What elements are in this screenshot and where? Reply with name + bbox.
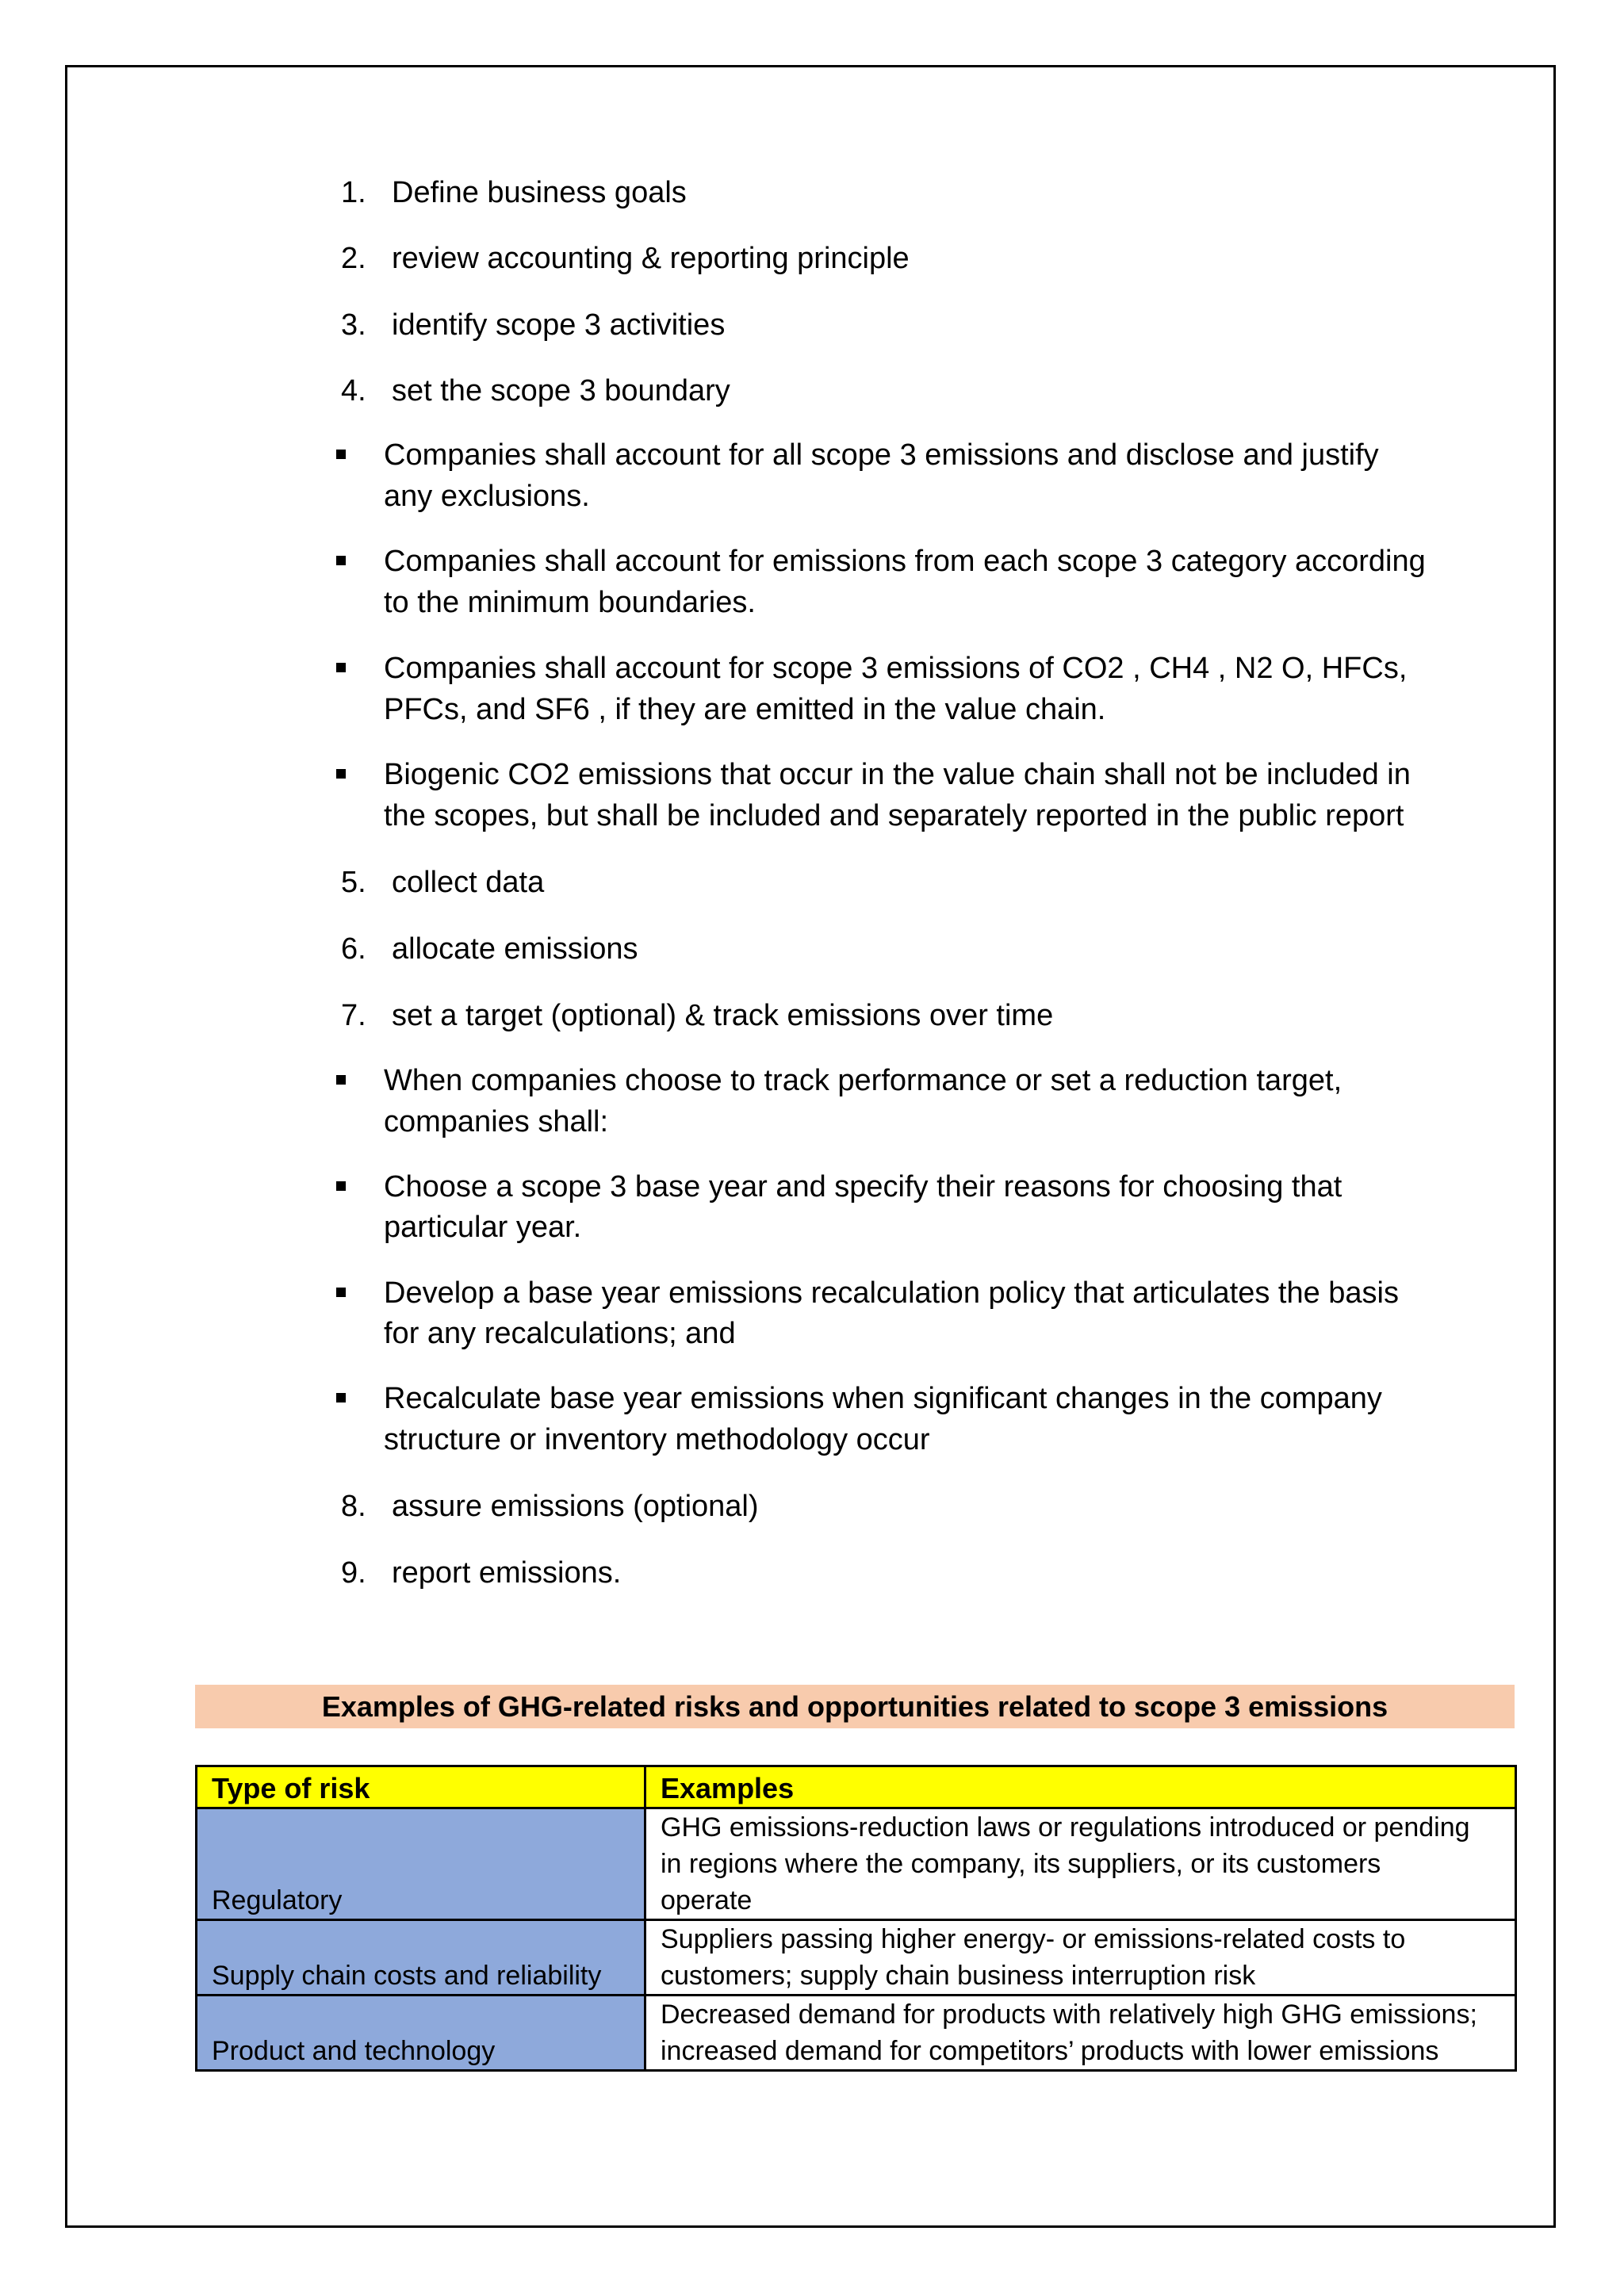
header-type-of-risk: Type of risk: [197, 1766, 645, 1808]
step-number: 4.: [341, 374, 366, 408]
square-bullet-icon: [336, 1288, 346, 1297]
example-line: increased demand for competitors’ products with lower emissions: [661, 2036, 1439, 2066]
step-number: 6.: [341, 932, 366, 966]
square-bullet-icon: [336, 556, 346, 565]
bullet-line: any exclusions.: [384, 480, 590, 513]
bullet-line: Companies shall account for emissions from each scope 3 category according: [384, 545, 1426, 578]
risks-section-title: Examples of GHG-related risks and opportunities related to scope 3 emissions: [195, 1685, 1515, 1728]
risk-examples-cell: [645, 1808, 1516, 1920]
bullet-line: PFCs, and SF6 , if they are emitted in the value chain.: [384, 693, 1106, 726]
risk-examples-cell: [645, 1996, 1516, 2071]
example-line: in regions where the company, its suppliers, or its customers: [661, 1849, 1381, 1879]
table-row: [197, 1920, 1516, 1996]
bullet-line: particular year.: [384, 1211, 582, 1244]
bullet-line: Companies shall account for all scope 3 emissions and disclose and justify: [384, 438, 1379, 472]
bullet-line: structure or inventory methodology occur: [384, 1423, 930, 1456]
step-text: Define business goals: [392, 176, 687, 209]
square-bullet-icon: [336, 1181, 346, 1191]
risk-type-cell: Product and technology: [197, 1996, 645, 2071]
bullet-line: companies shall:: [384, 1105, 609, 1138]
step-number: 7.: [341, 999, 366, 1032]
step-text: allocate emissions: [392, 932, 638, 966]
bullet-line: to the minimum boundaries.: [384, 586, 756, 619]
step-number: 3.: [341, 308, 366, 342]
bullet-line: the scopes, but shall be included and separately reported in the public report: [384, 799, 1404, 832]
example-line: operate: [661, 1885, 753, 1915]
example-line: Suppliers passing higher energy- or emissions-related costs to: [661, 1924, 1406, 1954]
example-line: Decreased demand for products with relatively high GHG emissions;: [661, 1999, 1477, 2030]
example-line: GHG emissions-reduction laws or regulations introduced or pending: [661, 1812, 1470, 1843]
step-number: 8.: [341, 1490, 366, 1523]
bullet-line: Recalculate base year emissions when significant changes in the company: [384, 1382, 1382, 1415]
square-bullet-icon: [336, 450, 346, 459]
bullet-line: Biogenic CO2 emissions that occur in the value chain shall not be included in: [384, 758, 1411, 791]
bullet-line: Develop a base year emissions recalculation policy that articulates the basis: [384, 1276, 1399, 1310]
step-text: set a target (optional) & track emissions over time: [392, 999, 1054, 1032]
step-number: 1.: [341, 176, 366, 209]
square-bullet-icon: [336, 1075, 346, 1085]
table-header-row: [197, 1766, 1516, 1808]
step-text: set the scope 3 boundary: [392, 374, 730, 408]
risk-type-cell: Supply chain costs and reliability: [197, 1920, 645, 1996]
bullet-line: Companies shall account for scope 3 emissions of CO2 , CH4 , N2 O, HFCs,: [384, 652, 1408, 685]
header-examples: Examples: [645, 1766, 1516, 1808]
bullet-line: Choose a scope 3 base year and specify their reasons for choosing that: [384, 1170, 1342, 1203]
step-number: 9.: [341, 1556, 366, 1590]
bullet-line: for any recalculations; and: [384, 1317, 736, 1350]
step-number: 5.: [341, 866, 366, 899]
step-number: 2.: [341, 242, 366, 275]
square-bullet-icon: [336, 663, 346, 672]
square-bullet-icon: [336, 1393, 346, 1402]
risk-table: [195, 1765, 1517, 2072]
step-text: identify scope 3 activities: [392, 308, 726, 342]
example-line: customers; supply chain business interruption risk: [661, 1961, 1256, 1991]
bullet-line: When companies choose to track performance or set a reduction target,: [384, 1064, 1342, 1097]
step-text: assure emissions (optional): [392, 1490, 759, 1523]
step-text: report emissions.: [392, 1556, 622, 1590]
step-text: review accounting & reporting principle: [392, 242, 910, 275]
step-text: collect data: [392, 866, 545, 899]
risk-examples-cell: [645, 1920, 1516, 1996]
square-bullet-icon: [336, 769, 346, 779]
table-row: [197, 1808, 1516, 1920]
table-row: [197, 1996, 1516, 2071]
risk-type-cell: Regulatory: [197, 1808, 645, 1920]
